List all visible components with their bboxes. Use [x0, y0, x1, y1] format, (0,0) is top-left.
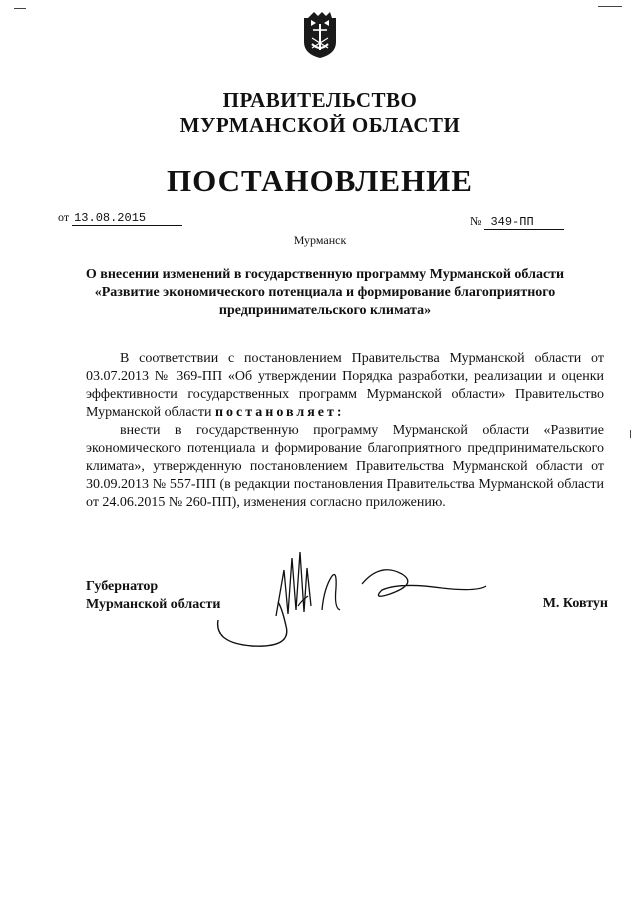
scan-edge-mark [630, 430, 631, 438]
document-type-heading: ПОСТАНОВЛЕНИЕ [167, 163, 473, 198]
number-value: 349-ПП [484, 215, 564, 230]
title-line: предпринимательского климата» [218, 303, 432, 318]
signatory-name: М. Ковтун [542, 596, 608, 611]
paragraph-text: В соответствии с постановлением Правительства Мурманской области от 03.07.2013 № 369-ПП «Об утверждении Порядка разработки, реализации и оценки эффективности государственных программ Мурманской области» Правительство Мурманской области [86, 351, 604, 420]
document-date [58, 210, 182, 226]
document-body [86, 350, 604, 512]
position-line: Мурманской области [86, 597, 221, 612]
body-paragraph [86, 350, 604, 422]
signatory-position [86, 578, 220, 614]
organization-name-line2: МУРМАНСКОЙ ОБЛАСТИ [179, 113, 461, 137]
scan-edge-mark [598, 6, 622, 7]
position-line: Губернатор [86, 579, 159, 594]
scan-edge-mark [14, 8, 26, 9]
handwritten-signature [212, 548, 492, 648]
title-line: «Развитие экономического потенциала и формирование благоприятного [94, 285, 556, 300]
document-number [470, 214, 564, 230]
date-value: 13.08.2015 [72, 211, 182, 226]
resolution-keyword: постановляет: [214, 405, 345, 420]
document-title [70, 266, 580, 320]
organization-name-line1: ПРАВИТЕЛЬСТВО [222, 88, 418, 112]
city-name: Мурманск [293, 233, 347, 247]
date-prefix: от [58, 210, 70, 224]
coat-of-arms-icon [302, 12, 338, 60]
title-line: О внесении изменений в государственную программу Мурманской области [85, 267, 565, 282]
number-prefix: № [470, 214, 482, 228]
body-paragraph: внести в государственную программу Мурманской области «Развитие экономического потенциала и формирование благоприятного предпринимательского климата», утвержденную постановлением Правительства Мурманской области от 30.09.2013 № 557-ПП (в редакции постановления Правительства Мурманской области от 24.06.2015 № 260-ПП), изменения согласно приложению. [86, 423, 604, 510]
